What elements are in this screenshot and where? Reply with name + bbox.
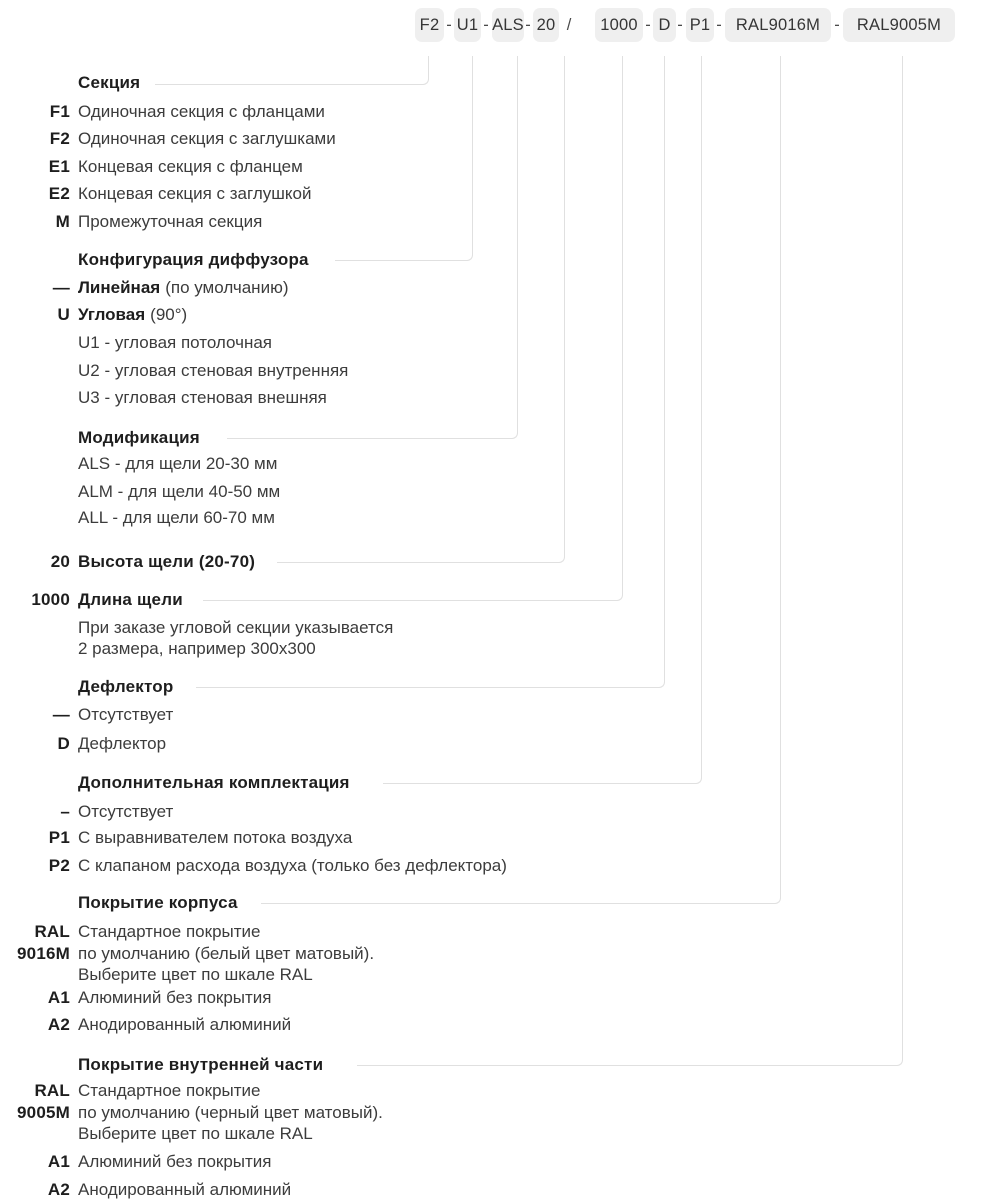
code-chip-1000: 1000 [595, 8, 643, 42]
list-item [0, 702, 992, 728]
ral-code: RAL [34, 922, 70, 941]
code-separator: - [645, 16, 651, 34]
section-title-modification [0, 425, 992, 451]
ral-line [0, 1080, 992, 1101]
section-title: Секция [78, 73, 141, 92]
item-text: С выравнивателем потока воздуха [78, 828, 353, 847]
list-item [0, 275, 992, 301]
list-item [0, 181, 992, 207]
ral-desc: Выберите цвет по шкале RAL [78, 1124, 313, 1143]
ral-line [0, 943, 992, 964]
section-title: Покрытие корпуса [78, 893, 238, 912]
list-item [0, 985, 992, 1011]
section-title: Высота щели (20-70) [78, 552, 256, 571]
note-text: При заказе угловой секции указывается [78, 618, 394, 637]
item-note: (по умолчанию) [165, 278, 289, 297]
section-title-diffuser-config [0, 247, 992, 273]
ral-line [0, 964, 992, 985]
item-text: Концевая секция с заглушкой [78, 184, 312, 203]
section-note [0, 636, 992, 662]
item-code: — [52, 705, 70, 724]
item-text: Концевая секция с фланцем [78, 157, 303, 176]
item-text: Отсутствует [78, 802, 174, 821]
item-text: Анодированный алюминий [78, 1015, 292, 1034]
item-code: E1 [48, 157, 70, 176]
section-title-section [0, 70, 992, 96]
item-text: ALS - для щели 20-30 мм [78, 454, 278, 473]
section-code: 20 [50, 552, 70, 571]
item-code: A2 [47, 1180, 70, 1199]
code-chip-20: 20 [533, 8, 559, 42]
section-title: Дефлектор [78, 677, 174, 696]
item-code: E2 [48, 184, 70, 203]
item-name: Линейная [78, 278, 161, 297]
subitem-text: U1 - угловая потолочная [78, 333, 273, 352]
item-text: Отсутствует [78, 705, 174, 724]
code-separator: - [834, 16, 840, 34]
item-code: P2 [48, 856, 70, 875]
item-text: Анодированный алюминий [78, 1180, 292, 1199]
code-separator: - [483, 16, 489, 34]
code-chip-ral9016m: RAL9016M [725, 8, 831, 42]
ral-desc: Выберите цвет по шкале RAL [78, 965, 313, 984]
list-item [0, 209, 992, 235]
item-code: M [55, 212, 70, 231]
list-item [0, 302, 992, 328]
list-item [0, 451, 992, 477]
list-subitem [0, 358, 992, 384]
list-item [0, 1149, 992, 1175]
item-text: Одиночная секция с фланцами [78, 102, 325, 121]
code-separator: - [446, 16, 452, 34]
ral-desc: по умолчанию (белый цвет матовый). [78, 944, 375, 963]
section-title: Длина щели [78, 590, 183, 609]
item-name: Угловая [78, 305, 146, 324]
list-item [0, 1177, 992, 1203]
ral-desc: Стандартное покрытие [78, 1081, 261, 1100]
ral-line [0, 921, 992, 942]
item-text: Одиночная секция с заглушками [78, 129, 336, 148]
list-item [0, 126, 992, 152]
note-text: 2 размера, например 300х300 [78, 639, 316, 658]
list-item [0, 505, 992, 531]
item-code: F1 [49, 102, 70, 121]
list-item [0, 799, 992, 825]
list-item [0, 99, 992, 125]
list-item [0, 154, 992, 180]
item-text: ALM - для щели 40-50 мм [78, 482, 281, 501]
code-separator: - [677, 16, 683, 34]
section-title-slot-height [0, 549, 992, 575]
code-chip-d: D [653, 8, 676, 42]
item-code: D [57, 734, 70, 753]
list-item [0, 1012, 992, 1038]
item-text: Дефлектор [78, 734, 167, 753]
item-code: F2 [49, 129, 70, 148]
item-code: P1 [48, 828, 70, 847]
list-item [0, 825, 992, 851]
list-item [0, 731, 992, 757]
item-text [78, 302, 187, 328]
code-chip-p1: P1 [686, 8, 714, 42]
ral-desc: Стандартное покрытие [78, 922, 261, 941]
item-code: A2 [47, 1015, 70, 1034]
item-text: Промежуточная секция [78, 212, 263, 231]
ral-desc: по умолчанию (черный цвет матовый). [78, 1103, 383, 1122]
list-item [0, 853, 992, 879]
code-chip-u1: U1 [454, 8, 481, 42]
section-title: Покрытие внутренней части [78, 1055, 324, 1074]
list-subitem [0, 330, 992, 356]
section-title-inner-coating [0, 1052, 992, 1078]
section-code: 1000 [31, 590, 70, 609]
item-code: — [52, 278, 70, 297]
item-code: A1 [47, 1152, 70, 1171]
ral-code: 9016M [17, 944, 70, 963]
item-code: A1 [47, 988, 70, 1007]
code-separator: - [525, 16, 531, 34]
code-separator-slash: / [566, 16, 572, 34]
code-chip-als: ALS [492, 8, 524, 42]
section-title-extra-equipment [0, 770, 992, 796]
item-text [78, 275, 288, 301]
item-text: Алюминий без покрытия [78, 1152, 272, 1171]
item-code: – [60, 802, 70, 821]
code-chip-ral9005m: RAL9005M [843, 8, 955, 42]
section-title-deflector [0, 674, 992, 700]
section-title: Модификация [78, 428, 200, 447]
section-title: Дополнительная комплектация [78, 773, 350, 792]
ral-code: 9005M [17, 1103, 70, 1122]
section-title-slot-length [0, 587, 992, 613]
ral-line [0, 1102, 992, 1123]
item-text: С клапаном расхода воздуха (только без дефлектора) [78, 856, 507, 875]
item-code: U [57, 305, 70, 324]
list-item [0, 479, 992, 505]
section-title: Конфигурация диффузора [78, 250, 309, 269]
item-text: Алюминий без покрытия [78, 988, 272, 1007]
list-subitem [0, 385, 992, 411]
subitem-text: U2 - угловая стеновая внутренняя [78, 361, 349, 380]
subitem-text: U3 - угловая стеновая внешняя [78, 388, 327, 407]
item-note: (90°) [150, 305, 188, 324]
code-separator: - [716, 16, 722, 34]
ral-code: RAL [34, 1081, 70, 1100]
code-chip-f2: F2 [415, 8, 444, 42]
item-text: ALL - для щели 60-70 мм [78, 508, 275, 527]
ral-line [0, 1123, 992, 1144]
section-title-body-coating [0, 890, 992, 916]
